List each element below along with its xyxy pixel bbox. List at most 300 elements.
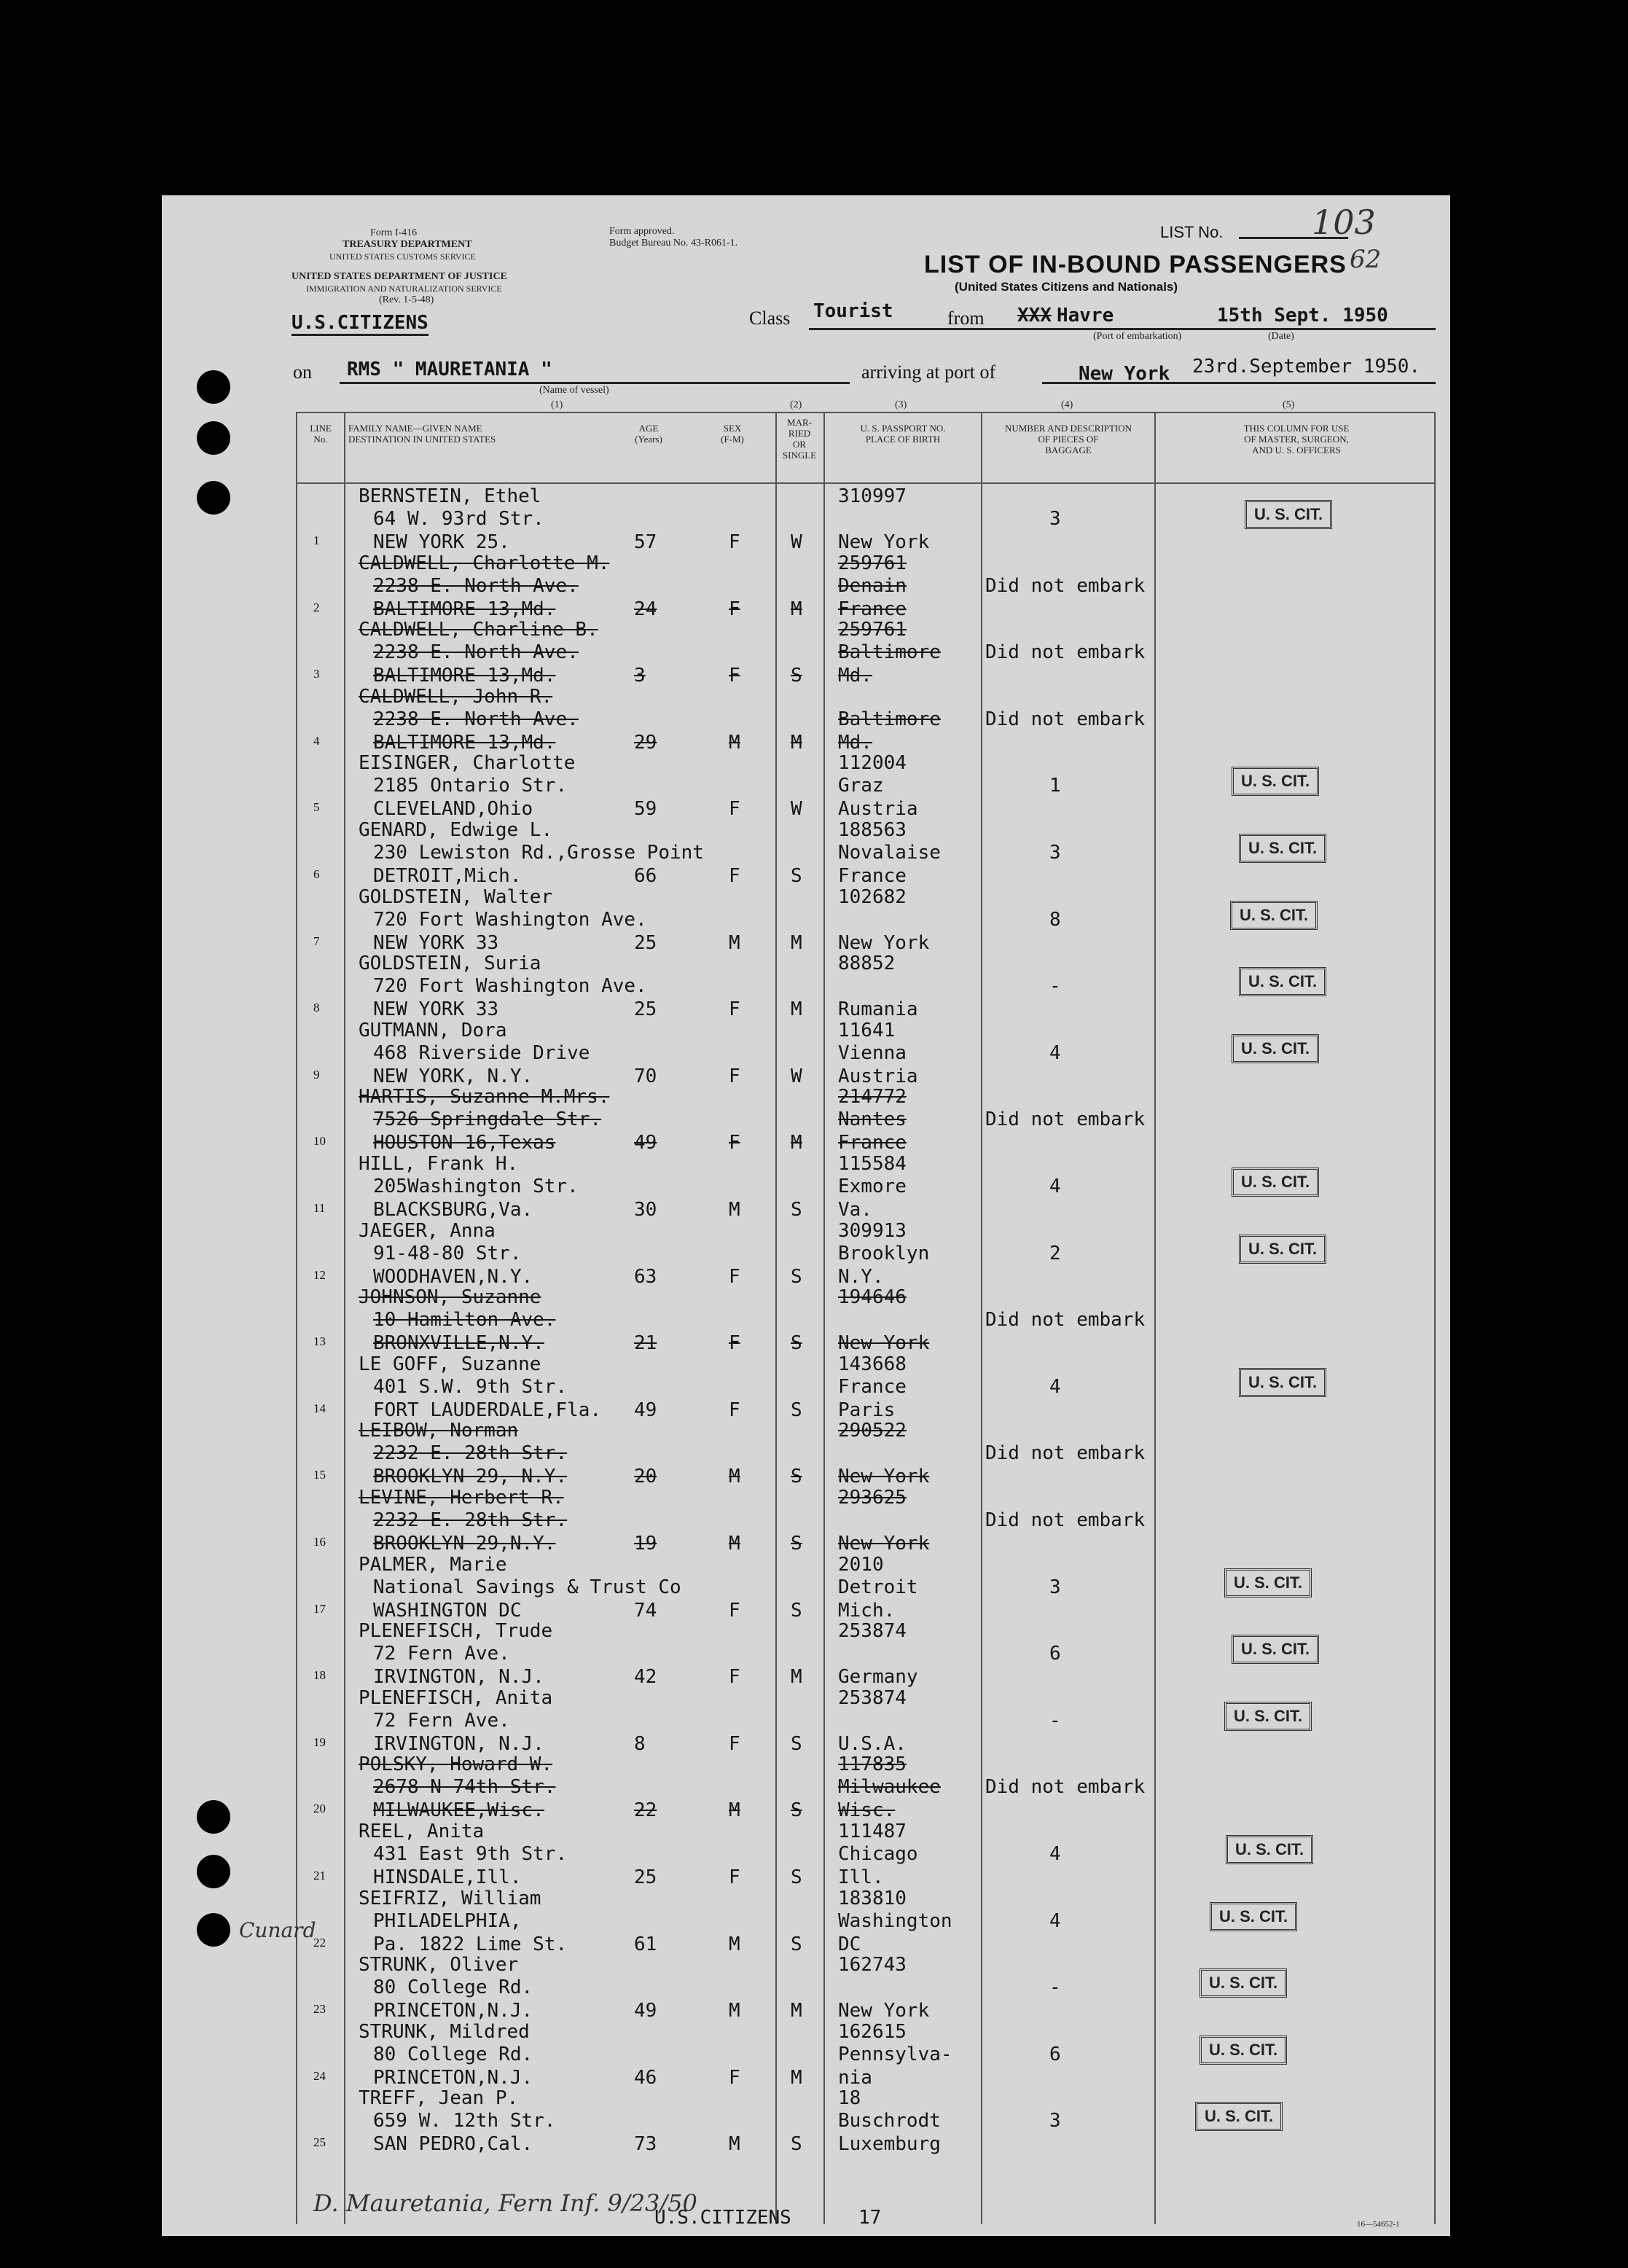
passenger-marital: M bbox=[791, 2066, 802, 2089]
passenger-age: 59 bbox=[634, 798, 657, 821]
header-age: AGE (Years) bbox=[635, 423, 662, 445]
passenger-age: 46 bbox=[634, 2066, 657, 2089]
birthplace-line-1: Chicago bbox=[838, 1843, 918, 1865]
passenger-street: 2232 E. 28th Str. bbox=[373, 1442, 568, 1465]
passenger-name: JAEGER, Anna bbox=[359, 1219, 496, 1242]
passenger-marital: W bbox=[791, 531, 802, 553]
passenger-marital: S bbox=[791, 1265, 802, 1288]
passenger-city: BALTIMORE 13,Md. bbox=[373, 665, 556, 687]
line-number: 15 bbox=[313, 1468, 326, 1482]
on-label: on bbox=[293, 361, 312, 383]
passenger-name: TREFF, Jean P. bbox=[359, 2087, 519, 2110]
us-cit-stamp: U. S. CIT. bbox=[1239, 1235, 1326, 1264]
passport-number: 290522 bbox=[838, 1420, 907, 1442]
line-number: 17 bbox=[313, 1601, 326, 1616]
baggage-count: Did not embark bbox=[985, 1442, 1146, 1465]
birthplace-line-1: Exmore bbox=[838, 1176, 907, 1197]
passenger-sex: F bbox=[729, 1265, 740, 1288]
form-number: Form I-416 bbox=[370, 227, 418, 238]
birthplace-line-1: Vienna bbox=[838, 1041, 907, 1064]
passenger-sex: F bbox=[729, 598, 740, 620]
line-number: 25 bbox=[313, 2135, 326, 2150]
baggage-count: Did not embark bbox=[985, 1108, 1146, 1131]
passenger-sex: F bbox=[729, 665, 740, 687]
table-row bbox=[0, 1488, 1628, 1555]
vessel-line bbox=[340, 382, 850, 384]
passenger-street: 468 Riverside Drive bbox=[373, 1041, 590, 1064]
date-caption: (Date) bbox=[1268, 331, 1294, 342]
passenger-sex: M bbox=[729, 1933, 740, 1955]
passport-number: 309913 bbox=[838, 1219, 907, 1242]
birthplace-line-2: Md. bbox=[838, 731, 872, 754]
passenger-name: LEIBOW, Norman bbox=[359, 1420, 519, 1442]
birthplace-line-2: France bbox=[838, 598, 907, 620]
passenger-marital: M bbox=[791, 998, 802, 1021]
us-cit-stamp: U. S. CIT. bbox=[1232, 1635, 1319, 1664]
passenger-marital: W bbox=[791, 798, 802, 821]
header-officers: THIS COLUMN FOR USE OF MASTER, SURGEON, AND U. S. OFFICERS bbox=[1243, 423, 1350, 455]
birthplace-line-2: Ill. bbox=[838, 1866, 884, 1888]
table-row bbox=[0, 1021, 1628, 1087]
passenger-city: IRVINGTON, N.J. bbox=[373, 1732, 544, 1755]
table-row bbox=[0, 1087, 1628, 1154]
passport-number: 102682 bbox=[838, 885, 907, 908]
passenger-city: IRVINGTON, N.J. bbox=[373, 1666, 544, 1689]
passenger-street: 10 Hamilton Ave. bbox=[373, 1309, 556, 1332]
passenger-sex: F bbox=[729, 2066, 740, 2089]
passenger-city: BALTIMORE 13,Md. bbox=[373, 731, 556, 754]
line-number: 18 bbox=[313, 1668, 326, 1683]
passenger-street: 72 Fern Ave. bbox=[373, 1643, 510, 1665]
arrival-line bbox=[1042, 382, 1436, 384]
passport-number: 162615 bbox=[838, 2020, 907, 2043]
passenger-street: 205Washington Str. bbox=[373, 1176, 579, 1197]
birthplace-line-1: Denain bbox=[838, 574, 907, 597]
passenger-city: WASHINGTON DC bbox=[373, 1599, 522, 1622]
passenger-street: 7526 Springdale Str. bbox=[373, 1108, 602, 1131]
form-approved: Form approved. bbox=[609, 226, 675, 237]
line-number: 9 bbox=[313, 1067, 320, 1082]
baggage-count: Did not embark bbox=[985, 1309, 1146, 1332]
table-row bbox=[0, 2022, 1628, 2089]
passenger-marital: W bbox=[791, 1065, 802, 1087]
passenger-age: 20 bbox=[634, 1466, 657, 1488]
port-of-embarkation: Havre bbox=[1057, 305, 1114, 326]
passenger-city: HINSDALE,Ill. bbox=[373, 1866, 522, 1888]
us-cit-stamp: U. S. CIT. bbox=[1224, 1568, 1312, 1598]
passenger-marital: M bbox=[791, 2000, 802, 2022]
table-row bbox=[0, 554, 1628, 620]
passenger-city: FORT LAUDERDALE,Fla. bbox=[373, 1399, 602, 1421]
birthplace-line-2: DC bbox=[838, 1933, 861, 1955]
passenger-age: 25 bbox=[634, 931, 657, 954]
passport-number: 183810 bbox=[838, 1887, 907, 1909]
passenger-sex: M bbox=[729, 1466, 740, 1488]
birthplace-line-2: New York bbox=[838, 531, 930, 553]
baggage-count: 4 bbox=[1049, 1909, 1061, 1932]
passport-number: 112004 bbox=[838, 752, 907, 775]
line-number: 11 bbox=[313, 1201, 326, 1215]
passenger-name: EISINGER, Charlotte bbox=[359, 752, 576, 775]
table-row bbox=[0, 1555, 1628, 1622]
baggage-count: 3 bbox=[1049, 508, 1061, 530]
col-num-2: (2) bbox=[790, 399, 802, 410]
table-row bbox=[0, 1755, 1628, 1821]
line-number: 21 bbox=[313, 1869, 326, 1882]
punch-hole bbox=[197, 370, 230, 404]
birthplace-line-2: Austria bbox=[838, 1065, 918, 1087]
passport-number: 143668 bbox=[838, 1353, 907, 1375]
passenger-city: BROOKLYN 29,N.Y. bbox=[373, 1533, 556, 1555]
passport-number: 88852 bbox=[838, 953, 896, 975]
passenger-marital: M bbox=[791, 931, 802, 954]
passport-number: 259761 bbox=[838, 619, 907, 641]
birthplace-line-1: France bbox=[838, 1375, 907, 1398]
passenger-city: WOODHAVEN,N.Y. bbox=[373, 1265, 533, 1288]
arriving-label: arriving at port of bbox=[861, 361, 996, 383]
us-cit-stamp: U. S. CIT. bbox=[1226, 1835, 1313, 1864]
us-cit-stamp: U. S. CIT. bbox=[1195, 2102, 1283, 2131]
passport-number: 253874 bbox=[838, 1686, 907, 1709]
list-no-sub: 62 bbox=[1350, 245, 1382, 274]
punch-hole bbox=[197, 421, 230, 455]
passenger-street: 2678 N 74th Str. bbox=[373, 1776, 556, 1799]
passenger-sex: F bbox=[729, 1332, 740, 1355]
table-header-border bbox=[296, 482, 1436, 484]
passenger-city: BROOKLYN 29, N.Y. bbox=[373, 1466, 568, 1488]
passenger-age: 70 bbox=[634, 1065, 657, 1087]
col-num-5: (5) bbox=[1283, 399, 1295, 410]
class-label: Class bbox=[749, 308, 791, 329]
footer-citizen-count: 17 bbox=[858, 2207, 882, 2229]
birthplace-line-2: New York bbox=[838, 1466, 930, 1488]
table-row bbox=[0, 1288, 1628, 1354]
passport-number: 111487 bbox=[838, 1821, 907, 1842]
birthplace-line-2: Md. bbox=[838, 665, 872, 687]
passport-number: 18 bbox=[838, 2087, 861, 2110]
passenger-city: NEW YORK 25. bbox=[373, 531, 510, 553]
us-cit-stamp: U. S. CIT. bbox=[1210, 1902, 1297, 1931]
table-row bbox=[0, 1355, 1628, 1421]
baggage-count: 3 bbox=[1049, 842, 1061, 864]
line-number: 5 bbox=[313, 800, 320, 815]
vessel-caption: (Name of vessel) bbox=[539, 385, 609, 396]
line-number: 8 bbox=[313, 1001, 320, 1015]
table-row bbox=[0, 2089, 1628, 2155]
passenger-sex: F bbox=[729, 1732, 740, 1755]
passenger-city: NEW YORK, N.Y. bbox=[373, 1065, 533, 1087]
ins-label: IMMIGRATION AND NATURALIZATION SERVICE bbox=[306, 284, 502, 294]
line-number: 10 bbox=[313, 1134, 326, 1149]
passport-number: 293625 bbox=[838, 1487, 907, 1509]
birthplace-line-2: Wisc. bbox=[838, 1799, 896, 1822]
line-number: 4 bbox=[313, 733, 320, 748]
header-passport: U. S. PASSPORT NO. PLACE OF BIRTH bbox=[860, 423, 946, 445]
passenger-street: 2185 Ontario Str. bbox=[373, 775, 568, 797]
list-no-value: 103 bbox=[1312, 203, 1376, 242]
vessel-name: RMS " MAURETANIA " bbox=[347, 359, 552, 380]
class-value: Tourist bbox=[813, 300, 893, 322]
birthplace-line-2: U.S.A. bbox=[838, 1732, 907, 1755]
passenger-name: GENARD, Edwige L. bbox=[359, 819, 553, 841]
birthplace-line-2: Mich. bbox=[838, 1599, 896, 1622]
passenger-marital: S bbox=[791, 1466, 802, 1488]
table-row bbox=[0, 754, 1628, 820]
passport-number: 2010 bbox=[838, 1553, 884, 1576]
passenger-age: 21 bbox=[634, 1332, 657, 1355]
passenger-sex: F bbox=[729, 1399, 740, 1421]
baggage-count: 1 bbox=[1049, 775, 1061, 797]
birthplace-line-1: Brooklyn bbox=[838, 1242, 930, 1264]
birthplace-line-2: N.Y. bbox=[838, 1265, 884, 1288]
passenger-sex: F bbox=[729, 1065, 740, 1087]
baggage-count: 2 bbox=[1049, 1242, 1061, 1264]
citizens-label: U.S.CITIZENS bbox=[291, 312, 428, 336]
margin-note: Cunard bbox=[239, 1918, 316, 1942]
line-number: 16 bbox=[313, 1535, 326, 1549]
passenger-name: GOLDSTEIN, Walter bbox=[359, 885, 553, 908]
passenger-name: PLENEFISCH, Anita bbox=[359, 1686, 553, 1709]
passenger-street: 2238 E. North Ave. bbox=[373, 574, 579, 597]
footer-citizens-label: U.S.CITIZENS bbox=[654, 2207, 791, 2229]
table-row bbox=[0, 1154, 1628, 1221]
port-embark-caption: (Port of embarkation) bbox=[1093, 331, 1182, 342]
passenger-city: SAN PEDRO,Cal. bbox=[373, 2133, 533, 2156]
table-row bbox=[0, 487, 1628, 553]
passenger-name: LE GOFF, Suzanne bbox=[359, 1353, 541, 1375]
us-cit-stamp: U. S. CIT. bbox=[1200, 2036, 1287, 2065]
passenger-street: National Savings & Trust Co bbox=[373, 1576, 681, 1598]
passenger-age: 74 bbox=[634, 1599, 657, 1622]
passenger-street: 431 East 9th Str. bbox=[373, 1843, 568, 1865]
col-num-4: (4) bbox=[1061, 399, 1073, 410]
passenger-marital: S bbox=[791, 1533, 802, 1555]
passenger-name: GUTMANN, Dora bbox=[359, 1019, 507, 1041]
passenger-city: NEW YORK 33 bbox=[373, 931, 499, 954]
baggage-count: 4 bbox=[1049, 1041, 1061, 1064]
table-row bbox=[0, 620, 1628, 687]
baggage-count: - bbox=[1049, 975, 1061, 998]
passenger-street: 659 W. 12th Str. bbox=[373, 2110, 556, 2132]
passport-number: 117835 bbox=[838, 1753, 907, 1776]
passenger-street: 64 W. 93rd Str. bbox=[373, 508, 544, 530]
passenger-name: CALDWELL, John R. bbox=[359, 685, 553, 708]
birthplace-line-2: France bbox=[838, 865, 907, 887]
birthplace-line-2: Rumania bbox=[838, 998, 918, 1021]
baggage-count: Did not embark bbox=[985, 641, 1146, 664]
passenger-sex: F bbox=[729, 531, 740, 553]
passenger-city: BLACKSBURG,Va. bbox=[373, 1199, 533, 1221]
passenger-age: 49 bbox=[634, 2000, 657, 2022]
passenger-marital: S bbox=[791, 1933, 802, 1955]
table-row bbox=[0, 1421, 1628, 1487]
passenger-marital: M bbox=[791, 731, 802, 754]
passenger-street: 720 Fort Washington Ave. bbox=[373, 975, 647, 998]
passenger-city: DETROIT,Mich. bbox=[373, 865, 522, 887]
passenger-age: 24 bbox=[634, 598, 657, 620]
birthplace-line-2: New York bbox=[838, 2000, 930, 2022]
baggage-count: 3 bbox=[1049, 1576, 1061, 1598]
table-row bbox=[0, 885, 1628, 954]
passenger-sex: F bbox=[729, 798, 740, 821]
page-title: LIST OF IN-BOUND PASSENGERS bbox=[924, 251, 1347, 278]
passport-number: 162743 bbox=[838, 1954, 907, 1976]
header-sex: SEX (F-M) bbox=[721, 423, 744, 445]
us-cit-stamp: U. S. CIT. bbox=[1232, 767, 1319, 796]
us-cit-stamp: U. S. CIT. bbox=[1239, 834, 1326, 863]
birthplace-line-2: New York bbox=[838, 1533, 930, 1555]
passenger-street: PHILADELPHIA, bbox=[373, 1909, 522, 1932]
table-row bbox=[0, 1822, 1628, 1888]
line-number: 13 bbox=[313, 1334, 326, 1349]
line-number: 23 bbox=[313, 2002, 326, 2017]
passenger-marital: S bbox=[791, 2133, 802, 2156]
passenger-marital: S bbox=[791, 1799, 802, 1822]
passenger-street: 230 Lewiston Rd.,Grosse Point bbox=[373, 842, 704, 864]
from-struck: XXX bbox=[1017, 305, 1052, 326]
baggage-count: 6 bbox=[1049, 1643, 1061, 1665]
passenger-name: HARTIS, Suzanne M.Mrs. bbox=[359, 1086, 610, 1108]
birthplace-line-1: Detroit bbox=[838, 1576, 918, 1598]
baggage-count: 4 bbox=[1049, 1843, 1061, 1865]
passport-number: 310997 bbox=[838, 485, 907, 507]
birthplace-line-1: Pennsylva- bbox=[838, 2043, 952, 2065]
line-number: 7 bbox=[313, 934, 320, 948]
passenger-city: HOUSTON 16,Texas bbox=[373, 1132, 556, 1154]
col-num-1: (1) bbox=[551, 399, 563, 410]
birthplace-line-2: France bbox=[838, 1132, 907, 1154]
passenger-city: CLEVELAND,Ohio bbox=[373, 798, 533, 821]
baggage-count: Did not embark bbox=[985, 1776, 1146, 1799]
passenger-marital: S bbox=[791, 1332, 802, 1355]
col-num-3: (3) bbox=[895, 399, 907, 410]
passenger-age: 49 bbox=[634, 1399, 657, 1421]
passenger-sex: M bbox=[729, 1533, 740, 1555]
revision: (Rev. 1-5-48) bbox=[379, 294, 434, 305]
passenger-marital: M bbox=[791, 1666, 802, 1689]
passenger-age: 22 bbox=[634, 1799, 657, 1822]
header-line-no: LINE No. bbox=[310, 423, 332, 445]
line-number: 12 bbox=[313, 1267, 326, 1282]
passenger-name: REEL, Anita bbox=[359, 1821, 485, 1842]
baggage-count: 4 bbox=[1049, 1375, 1061, 1398]
passenger-marital: S bbox=[791, 1199, 802, 1221]
arrival-port: New York bbox=[1079, 363, 1170, 385]
table-row bbox=[0, 1622, 1628, 1688]
passenger-sex: F bbox=[729, 998, 740, 1021]
passenger-street: 2238 E. North Ave. bbox=[373, 641, 579, 664]
table-row bbox=[0, 687, 1628, 754]
birthplace-line-1: Novalaise bbox=[838, 842, 941, 864]
passenger-city: Pa. 1822 Lime St. bbox=[373, 1933, 568, 1955]
line-number: 2 bbox=[313, 600, 320, 614]
us-cit-stamp: U. S. CIT. bbox=[1239, 1368, 1326, 1397]
baggage-count: 6 bbox=[1049, 2043, 1061, 2065]
passenger-age: 66 bbox=[634, 865, 657, 887]
birthplace-line-2: Luxemburg bbox=[838, 2133, 941, 2156]
birthplace-line-2: Austria bbox=[838, 798, 918, 821]
passport-number: 214772 bbox=[838, 1086, 907, 1108]
passenger-name: PALMER, Marie bbox=[359, 1553, 507, 1576]
table-row bbox=[0, 1221, 1628, 1288]
passenger-age: 8 bbox=[634, 1732, 646, 1755]
birthplace-line-2: Paris bbox=[838, 1399, 896, 1421]
line-number: 24 bbox=[313, 2068, 326, 2083]
passenger-sex: F bbox=[729, 1666, 740, 1689]
birthplace-line-2: New York bbox=[838, 931, 930, 954]
birthplace-line-2: Germany bbox=[838, 1666, 918, 1689]
passenger-age: 3 bbox=[634, 665, 646, 687]
birthplace-line-1: Graz bbox=[838, 775, 884, 797]
header-name: FAMILY NAME—GIVEN NAME DESTINATION IN UNITED STATES bbox=[348, 423, 496, 445]
page-subtitle: (United States Citizens and Nationals) bbox=[955, 280, 1178, 294]
passenger-street: 72 Fern Ave. bbox=[373, 1709, 510, 1732]
passenger-sex: M bbox=[729, 2000, 740, 2022]
table-row bbox=[0, 954, 1628, 1020]
passenger-street: 80 College Rd. bbox=[373, 1976, 533, 1999]
signature: D. Mauretania, Fern Inf. 9/23/50 bbox=[313, 2189, 697, 2217]
passenger-city: PRINCETON,N.J. bbox=[373, 2000, 533, 2022]
customs-service: UNITED STATES CUSTOMS SERVICE bbox=[329, 251, 476, 262]
table-row bbox=[0, 1955, 1628, 2022]
passenger-age: 42 bbox=[634, 1666, 657, 1689]
justice-dept: UNITED STATES DEPARTMENT OF JUSTICE bbox=[291, 271, 507, 282]
birthplace-line-1: Milwaukee bbox=[838, 1776, 941, 1799]
passenger-marital: S bbox=[791, 1599, 802, 1622]
birthplace-line-2: New York bbox=[838, 1332, 930, 1355]
passenger-marital: S bbox=[791, 865, 802, 887]
print-code: 16—54652-1 bbox=[1357, 2220, 1400, 2229]
passenger-age: 25 bbox=[634, 1866, 657, 1888]
us-cit-stamp: U. S. CIT. bbox=[1239, 967, 1326, 996]
passenger-name: POLSKY, Howard W. bbox=[359, 1753, 553, 1776]
passenger-name: SEIFRIZ, William bbox=[359, 1887, 541, 1909]
birthplace-line-2: Va. bbox=[838, 1199, 872, 1221]
table-top-border bbox=[296, 412, 1436, 413]
header-married: MAR- RIED OR SINGLE bbox=[782, 417, 817, 461]
passport-number: 188563 bbox=[838, 819, 907, 841]
passenger-sex: M bbox=[729, 931, 740, 954]
baggage-count: - bbox=[1049, 1709, 1061, 1732]
passenger-street: 720 Fort Washington Ave. bbox=[373, 908, 647, 931]
passenger-age: 61 bbox=[634, 1933, 657, 1955]
budget-bureau: Budget Bureau No. 43-R061-1. bbox=[609, 238, 738, 249]
passenger-age: 73 bbox=[634, 2133, 657, 2156]
passenger-marital: S bbox=[791, 1399, 802, 1421]
us-cit-stamp: U. S. CIT. bbox=[1232, 1168, 1319, 1197]
baggage-count: 4 bbox=[1049, 1176, 1061, 1197]
birthplace-line-1: Nantes bbox=[838, 1108, 907, 1131]
sailing-date: 15th Sept. 1950 bbox=[1217, 305, 1388, 326]
passenger-sex: F bbox=[729, 1132, 740, 1154]
baggage-count: Did not embark bbox=[985, 708, 1146, 730]
table-row bbox=[0, 821, 1628, 887]
passenger-age: 19 bbox=[634, 1533, 657, 1555]
baggage-count: 3 bbox=[1049, 2110, 1061, 2132]
passenger-city: BRONXVILLE,N.Y. bbox=[373, 1332, 544, 1355]
us-cit-stamp: U. S. CIT. bbox=[1230, 901, 1318, 930]
passenger-age: 29 bbox=[634, 731, 657, 754]
passenger-name: STRUNK, Oliver bbox=[359, 1954, 519, 1976]
us-cit-stamp: U. S. CIT. bbox=[1224, 1702, 1312, 1731]
passenger-city: PRINCETON,N.J. bbox=[373, 2066, 533, 2089]
birthplace-line-2: nia bbox=[838, 2066, 872, 2089]
baggage-count: Did not embark bbox=[985, 574, 1146, 597]
baggage-count: 8 bbox=[1049, 908, 1061, 931]
passenger-city: MILWAUKEE,Wisc. bbox=[373, 1799, 544, 1822]
birthplace-line-1: Buschrodt bbox=[838, 2110, 941, 2132]
passenger-sex: F bbox=[729, 1599, 740, 1622]
